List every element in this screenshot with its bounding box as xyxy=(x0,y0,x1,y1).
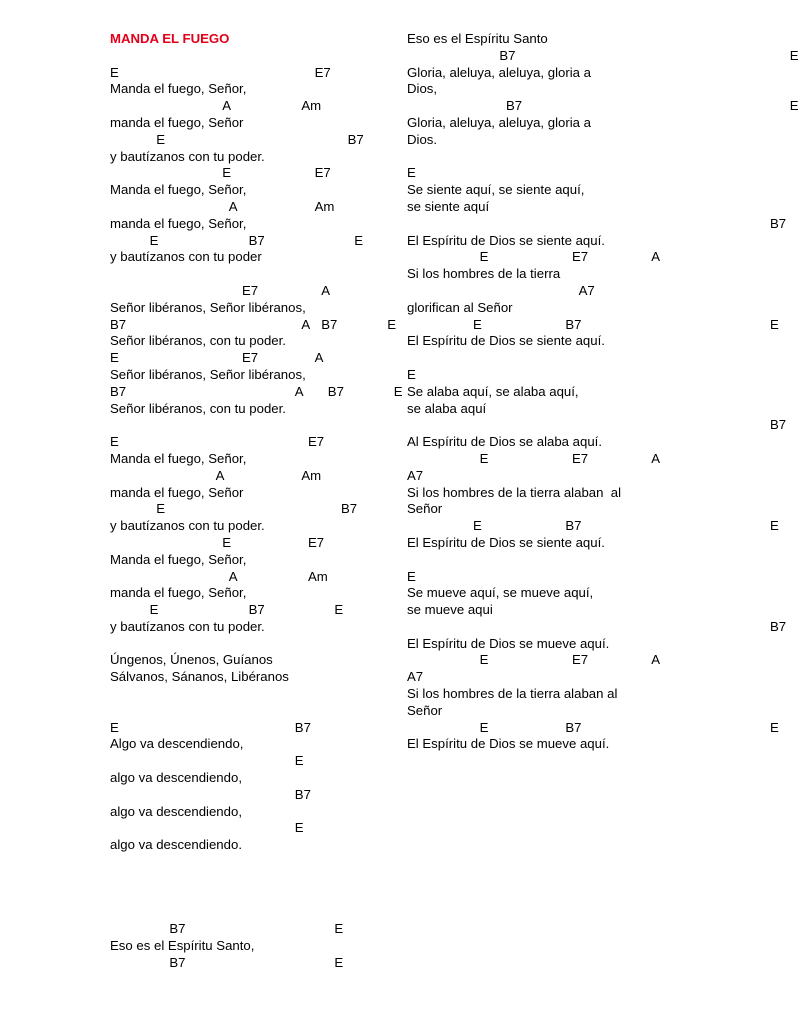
chord-line xyxy=(110,955,410,972)
chord-line xyxy=(110,921,410,938)
lyric-line: Manda el fuego, Señor, xyxy=(110,81,247,97)
chord-line xyxy=(407,283,747,300)
chord-label: E xyxy=(110,64,119,80)
chord-label: E xyxy=(354,232,363,248)
lyric-line: y bautízanos con tu poder. xyxy=(110,618,265,634)
blank-line xyxy=(110,48,410,65)
lyric-line: Manda el fuego, Señor, xyxy=(110,182,247,198)
lyric-line: algo va descendiendo. xyxy=(110,837,242,853)
chord-label: E xyxy=(110,719,119,735)
chord-label: B7 xyxy=(565,719,582,735)
chord-label: A xyxy=(651,450,660,466)
chord-label: A xyxy=(651,652,660,668)
chord-line xyxy=(110,501,410,518)
chord-label: Am xyxy=(308,568,328,584)
chord-label: E xyxy=(407,165,416,181)
chord-label: B7 xyxy=(770,417,787,433)
lyric-line: Se alaba aquí, se alaba aquí, xyxy=(407,383,579,399)
right-column xyxy=(407,31,799,753)
chord-label: B7 xyxy=(294,786,311,802)
chord-line xyxy=(407,47,799,65)
chord-line xyxy=(407,719,779,737)
chord-label: E7 xyxy=(314,165,331,181)
chord-line xyxy=(407,518,779,535)
chord-label: E xyxy=(479,450,489,466)
lyric-line: Gloria, aleluya, aleluya, gloria a xyxy=(407,114,591,130)
chord-line xyxy=(110,753,410,770)
lyric-line: El Espíritu de Dios se siente aquí. xyxy=(407,333,605,349)
chord-label: B7 xyxy=(248,232,265,248)
chord-label: E7 xyxy=(314,64,331,80)
chord-label: E xyxy=(770,719,779,735)
lyric-line: Señor libéranos, con tu poder. xyxy=(110,333,286,349)
chord-label: E xyxy=(110,350,119,366)
lyric-line: El Espíritu de Dios se siente aquí. xyxy=(407,232,605,248)
chord-label: B7 xyxy=(565,518,582,534)
lyric-line: Se mueve aquí, se mueve aquí, xyxy=(407,585,594,601)
blank-line xyxy=(110,888,410,905)
chord-line xyxy=(110,787,410,804)
chord-label: B7 xyxy=(110,383,127,399)
chord-line xyxy=(110,233,410,250)
lyric-line: Úngenos, Únenos, Guíanos xyxy=(110,652,273,668)
chord-label: A xyxy=(651,249,660,265)
chord-line xyxy=(110,317,410,334)
chord-label: B7 xyxy=(347,131,364,147)
chord-line xyxy=(110,98,410,115)
chord-line xyxy=(407,569,747,586)
chord-label: A xyxy=(321,282,330,298)
chord-label: B7 xyxy=(248,602,265,618)
lyric-line: manda el fuego, Señor xyxy=(110,484,244,500)
chord-line xyxy=(110,132,410,149)
chord-label: E xyxy=(473,316,482,332)
chord-label: E xyxy=(334,602,344,618)
chord-line xyxy=(110,434,410,451)
chord-label: E xyxy=(222,534,231,550)
chord-label: E xyxy=(149,232,159,248)
lyric-line: y bautízanos con tu poder. xyxy=(110,148,265,164)
chord-line xyxy=(110,384,410,401)
blank-line xyxy=(407,350,747,367)
lyric-line: El Espíritu de Dios se mueve aquí. xyxy=(407,635,610,651)
chord-label: E xyxy=(294,820,304,836)
blank-line xyxy=(407,149,747,166)
blank-line xyxy=(110,703,410,720)
chord-label: E7 xyxy=(308,434,325,450)
chord-label: E xyxy=(222,165,231,181)
chord-label: A xyxy=(228,568,238,584)
chord-line xyxy=(110,165,410,182)
lyric-line: algo va descendiendo, xyxy=(110,770,242,786)
lyric-line: se alaba aquí xyxy=(407,400,487,416)
lyric-line: Manda el fuego, Señor, xyxy=(110,450,247,466)
chord-label: E7 xyxy=(572,652,589,668)
chord-label: E xyxy=(407,568,416,584)
chord-line xyxy=(110,468,410,485)
chord-line xyxy=(407,215,787,233)
lyric-line: Señor xyxy=(407,702,443,718)
chord-label: Am xyxy=(301,467,322,483)
chord-label: E xyxy=(407,366,416,382)
chord-line xyxy=(407,98,799,115)
chord-line xyxy=(110,535,410,552)
lyric-line: A7 xyxy=(407,467,424,483)
chord-label: E xyxy=(770,316,779,332)
chord-label: B7 xyxy=(565,316,582,332)
chord-label: B7 xyxy=(110,316,127,332)
chord-line xyxy=(110,569,410,586)
blank-line xyxy=(110,854,410,871)
chord-label: E xyxy=(156,131,165,147)
chord-line xyxy=(110,350,410,367)
chord-label: E xyxy=(334,921,344,937)
chord-label: E xyxy=(334,954,344,970)
chord-label: E7 xyxy=(572,450,589,466)
chord-label: E xyxy=(479,652,489,668)
chord-line xyxy=(110,65,410,82)
chord-label: E7 xyxy=(242,282,259,298)
blank-line xyxy=(407,552,747,569)
lyric-line: y bautízanos con tu poder. xyxy=(110,518,265,534)
chord-label: B7 xyxy=(341,501,358,517)
chord-label: E xyxy=(479,249,489,265)
lyric-line: Señor xyxy=(407,501,443,517)
lyric-line: Eso es el Espíritu Santo, xyxy=(110,938,255,954)
lyric-line: El Espíritu de Dios se siente aquí. xyxy=(407,534,605,550)
chord-label: B7 xyxy=(770,618,787,634)
chord-label: E xyxy=(789,98,799,114)
lyric-line: manda el fuego, Señor, xyxy=(110,215,247,231)
song-title: MANDA EL FUEGO xyxy=(110,31,230,46)
lyric-line: glorifican al Señor xyxy=(407,299,513,315)
chord-label: A xyxy=(215,467,225,483)
chord-label: B7 xyxy=(499,47,516,63)
lyric-line: Dios. xyxy=(407,131,438,147)
lyric-line: Si los hombres de la tierra alaban al xyxy=(407,686,618,702)
chord-label: E xyxy=(479,719,489,735)
lyric-line: Se siente aquí, se siente aquí, xyxy=(407,182,585,198)
chord-line xyxy=(407,652,747,669)
lyric-line: Eso es el Espíritu Santo xyxy=(407,31,548,46)
chord-label: B7 xyxy=(169,921,186,937)
chord-label: B7 xyxy=(321,316,338,332)
lyric-line: algo va descendiendo, xyxy=(110,803,242,819)
left-column xyxy=(110,31,410,972)
chord-line xyxy=(407,165,747,182)
chord-label: E xyxy=(770,518,779,534)
chord-label: E xyxy=(294,753,304,769)
lyric-line: Señor libéranos, Señor libéranos, xyxy=(110,366,306,382)
lyric-line: Señor libéranos, Señor libéranos, xyxy=(110,299,306,315)
chord-label: E xyxy=(149,602,159,618)
chord-label: E xyxy=(789,47,799,63)
chord-line xyxy=(407,417,787,434)
chord-label: B7 xyxy=(294,719,311,735)
chord-label: E xyxy=(156,501,165,517)
blank-line xyxy=(110,636,410,653)
chord-line xyxy=(110,283,410,300)
lyric-line: se siente aquí xyxy=(407,198,490,214)
chord-label: E7 xyxy=(308,534,325,550)
chord-label: Am xyxy=(314,198,335,214)
lyric-line: Si los hombres de la tierra alaban al xyxy=(407,484,622,500)
lyric-line: y bautízanos con tu poder xyxy=(110,249,262,265)
chord-label: E xyxy=(387,316,396,332)
lyric-line: Señor libéranos, con tu poder. xyxy=(110,400,286,416)
blank-line xyxy=(110,417,410,434)
chord-label: B7 xyxy=(327,383,344,399)
chord-line xyxy=(110,602,410,619)
chord-line xyxy=(110,720,410,737)
chord-line xyxy=(110,820,410,837)
chord-label: E7 xyxy=(242,350,259,366)
chord-line xyxy=(407,451,747,468)
chord-label: A xyxy=(314,350,324,366)
lyric-line: Dios, xyxy=(407,81,438,97)
chord-label: E7 xyxy=(572,249,589,265)
chord-label: A xyxy=(294,383,304,399)
lyric-line: Manda el fuego, Señor, xyxy=(110,551,247,567)
lyric-line: Gloria, aleluya, aleluya, gloria a xyxy=(407,64,591,80)
lyric-line: Al Espíritu de Dios se alaba aquí. xyxy=(407,434,602,450)
chord-label: B7 xyxy=(169,954,186,970)
blank-line xyxy=(110,871,410,888)
chord-label: A xyxy=(228,198,238,214)
chord-line xyxy=(110,199,410,216)
chord-label: A7 xyxy=(578,282,595,298)
chord-label: E xyxy=(110,434,119,450)
chord-line xyxy=(407,316,779,334)
chord-label: E xyxy=(473,518,482,534)
chord-label: Am xyxy=(301,98,322,114)
blank-line xyxy=(110,686,410,703)
chord-line xyxy=(407,249,747,266)
lyric-line: Sálvanos, Sánanos, Libéranos xyxy=(110,669,289,685)
lyric-line: manda el fuego, Señor, xyxy=(110,585,247,601)
chord-label: E xyxy=(393,383,403,399)
blank-line xyxy=(110,904,410,921)
lyric-line: Si los hombres de la tierra xyxy=(407,266,561,282)
lyric-line: El Espíritu de Dios se mueve aquí. xyxy=(407,736,610,752)
chord-label: A xyxy=(301,316,311,332)
chord-line xyxy=(407,367,747,384)
chord-label: A xyxy=(222,98,231,114)
lyric-line: se mueve aqui xyxy=(407,602,493,618)
lyric-line: A7 xyxy=(407,669,424,685)
lyric-line: Algo va descendiendo, xyxy=(110,736,244,752)
chord-label: B7 xyxy=(506,98,523,114)
lyric-line: manda el fuego, Señor xyxy=(110,114,244,130)
chord-label: B7 xyxy=(770,215,787,231)
blank-line xyxy=(110,266,410,283)
chord-line xyxy=(407,618,787,636)
